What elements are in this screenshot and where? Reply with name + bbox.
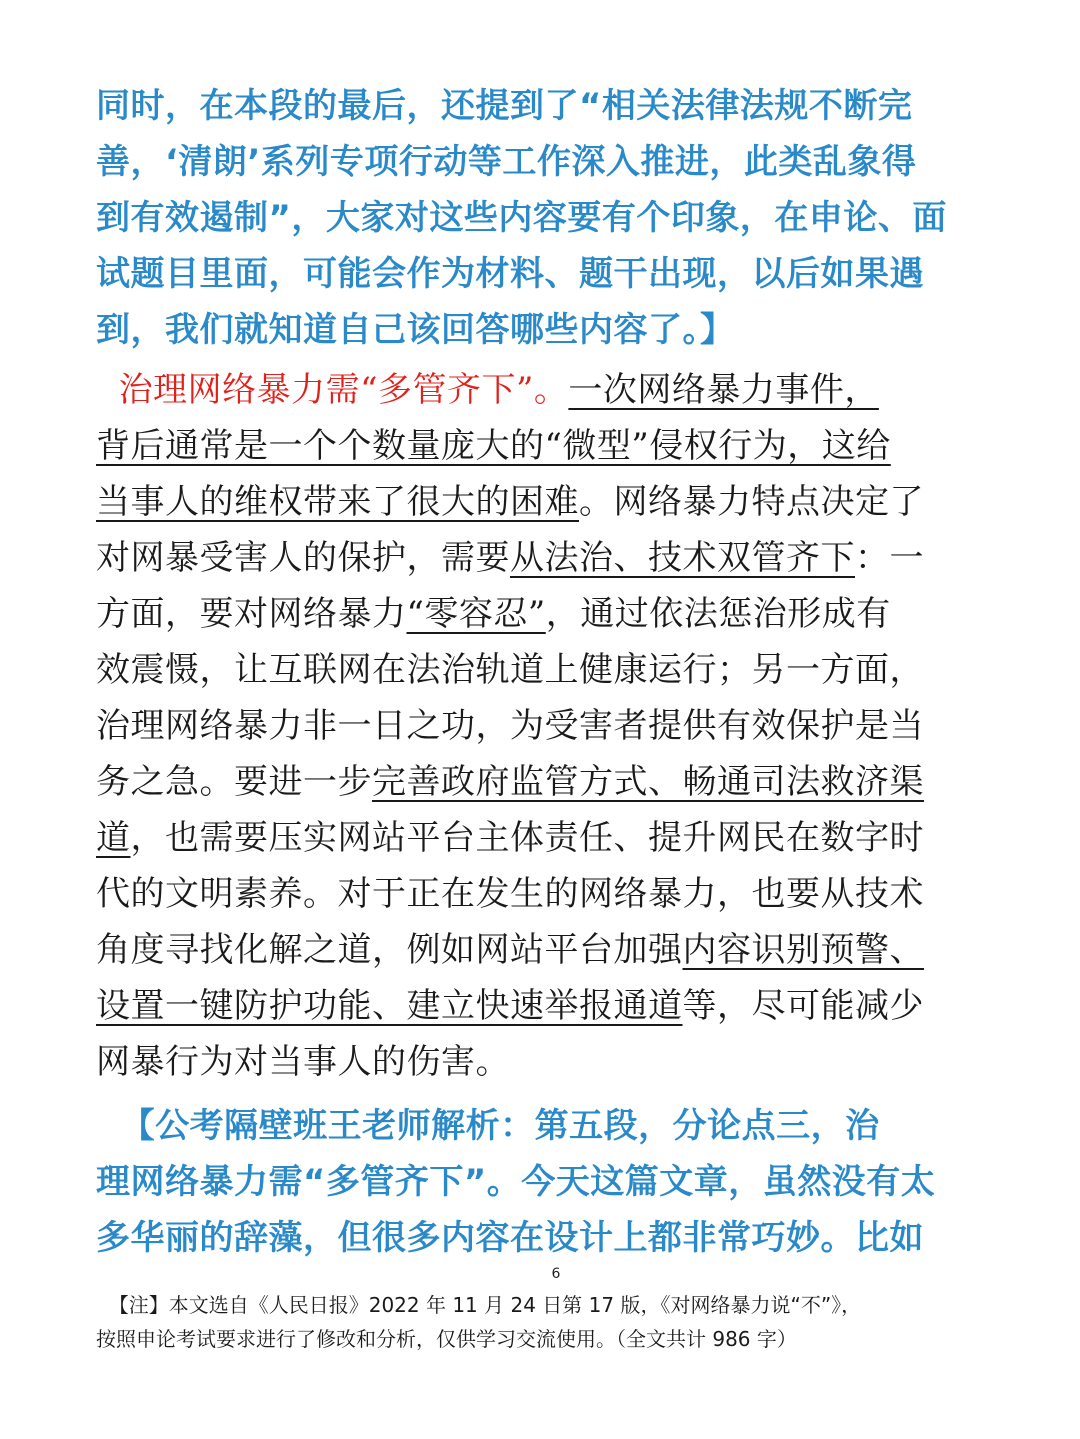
underlined-phrase: 当事人的维权带来了很大的困难: [96, 482, 579, 522]
analysis-line: 多华丽的辞藻，但很多内容在设计上都非常巧妙。比如: [96, 1218, 924, 1258]
body-text: 等，尽可能减少: [682, 986, 924, 1026]
body-line: [96, 418, 996, 474]
analysis-line: 到有效遏制”，大家对这些内容要有个印象，在申论、面: [96, 198, 947, 238]
body-line: [96, 754, 996, 810]
analysis-paragraph-continued: [96, 78, 996, 358]
section-heading: 治理网络暴力需“多管齐下”。: [118, 370, 569, 410]
analysis-line: 【公考隔壁班王老师解析：第五段，分论点三，治: [96, 1106, 880, 1146]
body-line: 代的文明素养。对于正在发生的网络暴力，也要从技术: [96, 874, 924, 914]
body-line: [96, 922, 996, 978]
underlined-phrase: 一次网络暴力事件，: [568, 370, 879, 410]
body-text: ：一: [855, 538, 924, 578]
body-text: 务之急。要进一步: [96, 762, 372, 802]
body-text: 。网络暴力特点决定了: [579, 482, 924, 522]
body-line: [96, 586, 996, 642]
body-line: [96, 978, 996, 1034]
article-paragraph: [96, 362, 996, 1090]
underlined-phrase: 道: [96, 818, 131, 858]
body-line: 效震慑，让互联网在法治轨道上健康运行；另一方面，: [96, 650, 924, 690]
body-line: [96, 474, 996, 530]
analysis-line: 理网络暴力需“多管齐下”。今天这篇文章，虽然没有太: [96, 1162, 936, 1202]
underlined-phrase: “零容忍”: [406, 594, 546, 634]
underlined-phrase: 设置一键防护功能、建立快速举报通道: [96, 986, 683, 1026]
footnote: [96, 1288, 996, 1356]
analysis-line: 试题目里面，可能会作为材料、题干出现，以后如果遇: [96, 254, 924, 294]
body-text: ，也需要压实网站平台主体责任、提升网民在数字时: [130, 818, 924, 858]
underlined-phrase: 背后通常是一个个数量庞大的“微型”侵权行为，这给: [96, 426, 891, 466]
body-line: [96, 530, 996, 586]
body-line: [96, 810, 996, 866]
body-text: 对网暴受害人的保护，需要: [96, 538, 510, 578]
underlined-phrase: 从法治、技术双管齐下: [510, 538, 855, 578]
body-line: 治理网络暴力非一日之功，为受害者提供有效保护是当: [96, 706, 924, 746]
analysis-line: 善，‘清朗’系列专项行动等工作深入推进，此类乱象得: [96, 142, 917, 182]
footnote-line: 按照申论考试要求进行了修改和分析，仅供学习交流使用。（全文共计 986 字）: [96, 1327, 797, 1351]
analysis-paragraph: [96, 1098, 996, 1266]
analysis-line: 到，我们就知道自己该回答哪些内容了。】: [96, 310, 735, 350]
body-text: ，通过依法惩治形成有: [545, 594, 891, 634]
indent: [96, 370, 119, 410]
underlined-phrase: 完善政府监管方式、畅通司法救济渠: [372, 762, 924, 802]
body-line: [96, 362, 996, 418]
analysis-line: 同时，在本段的最后，还提到了“相关法律法规不断完: [96, 86, 913, 126]
body-line: 网暴行为对当事人的伤害。: [96, 1042, 510, 1082]
underlined-phrase: 内容识别预警、: [682, 930, 924, 970]
body-text: 角度寻找化解之道，例如网站平台加强: [96, 930, 683, 970]
footnote-line: 【注】本文选自《人民日报》2022 年 11 月 24 日第 17 版，《对网络暴力说“不”》，: [96, 1293, 862, 1317]
page-number: 6: [551, 1266, 561, 1282]
body-text: 方面，要对网络暴力: [96, 594, 407, 634]
